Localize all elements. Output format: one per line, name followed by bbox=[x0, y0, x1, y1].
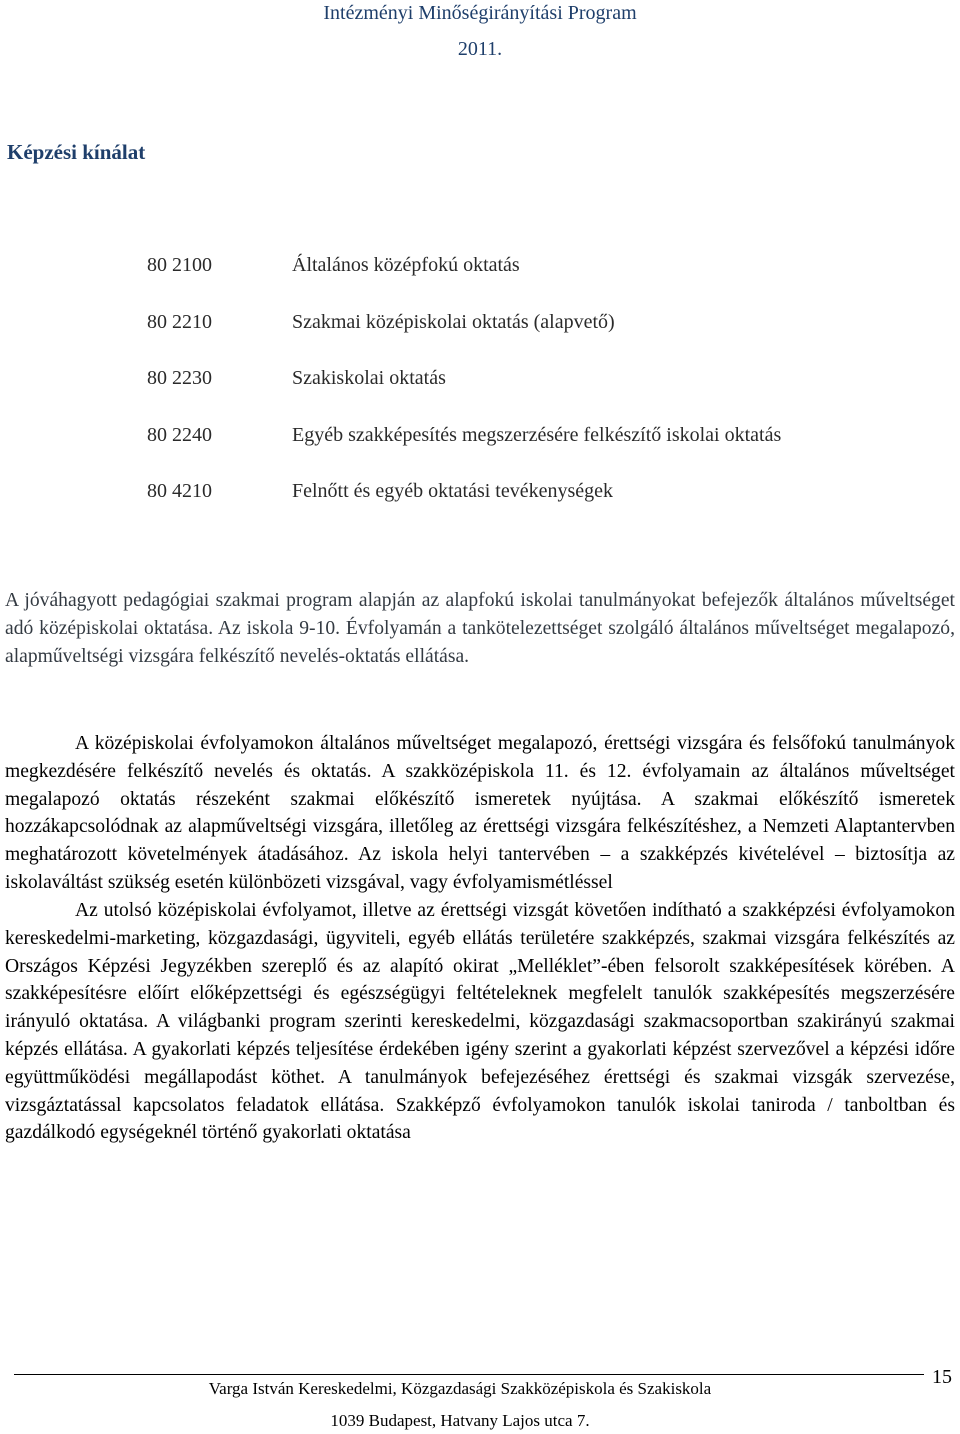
paragraph-vocational-training: Az utolsó középiskolai évfolyamot, illetve az érettségi vizsgát követően indítható a szakképzési évfolyamokon kereskedelmi-marketing, közgazdasági, ügyviteli, egyéb ellátás területére szakképzés, szakmai vizsgára felkészítés az Országos Képzési Jegyzékben szereplő és az alapító okirat „Melléklet”-ében felsorolt szakképesítések körében. A szakképesítésre előírt előképzettségi és egészségügyi feltételeknek megfelelt tanulók szakképesítés megszerzésére irányuló oktatása. A világbanki program szerinti kereskedelmi, közgazdasági szakmacsoportban szakirányú szakmai képzés ellátása. A gyakorlati képzés teljesítése érdekében igény szerint a gyakorlati képzést szervezővel a képzési időre együttműködési megállapodást köthet. A tanulmányok befejezéséhez érettségi és szakmai vizsgák szervezése, vizsgáztatással kapcsolatos feladatok ellátása. Szakképző évfolyamokon tanulók iskolai taniroda / tanboltban és gazdálkodó egységeknél történő gyakorlati oktatása bbox=[5, 900, 955, 1144]
offering-code: 80 2240 bbox=[147, 423, 212, 446]
offering-label: Általános középfokú oktatás bbox=[292, 254, 520, 276]
offering-list bbox=[147, 254, 927, 537]
section-title: Képzési kínálat bbox=[7, 140, 146, 164]
paragraph-program-basis: A jóváhagyott pedagógiai szakmai program alapján az alapfokú iskolai tanulmányokat befejezők általános műveltséget adó középiskolai oktatása. Az iskola 9-10. Évfolyamán a tankötelezettséget szolgáló általános műveltséget megalapozó, alapműveltségi vizsgára felkészítő nevelés-oktatás ellátása. bbox=[5, 590, 955, 667]
list-item bbox=[147, 311, 927, 368]
footer-school-name: Varga István Kereskedelmi, Közgazdasági Szakközépiskola és Szakiskola bbox=[208, 1379, 712, 1398]
offering-code: 80 2100 bbox=[147, 254, 212, 276]
offering-label: Egyéb szakképesítés megszerzésére felkészítő iskolai oktatás bbox=[292, 423, 782, 446]
offering-code: 80 4210 bbox=[147, 480, 212, 502]
offering-code: 80 2230 bbox=[147, 367, 212, 389]
list-item bbox=[147, 424, 927, 481]
list-item bbox=[147, 480, 927, 537]
list-item bbox=[147, 367, 927, 424]
footer-address: 1039 Budapest, Hatvany Lajos utca 7. bbox=[330, 1411, 590, 1430]
offering-label: Szakiskolai oktatás bbox=[292, 367, 446, 389]
offering-label: Felnőtt és egyéb oktatási tevékenységek bbox=[292, 480, 614, 502]
header-title: Intézményi Minőségirányítási Program bbox=[323, 2, 637, 24]
list-item bbox=[147, 254, 927, 311]
header-year: 2011. bbox=[457, 38, 503, 60]
offering-label: Szakmai középiskolai oktatás (alapvető) bbox=[292, 310, 615, 333]
footer-divider bbox=[14, 1374, 924, 1375]
offering-code: 80 2210 bbox=[147, 310, 212, 333]
paragraph-secondary-grades: A középiskolai évfolyamokon általános műveltséget megalapozó, érettségi vizsgára és felsőfokú tanulmányok megkezdésére felkészítő nevelés és oktatás. A szakközépiskola 11. és 12. évfolyamain az általános műveltséget megalapozó oktatás részeként szakmai előkészítő ismeretek nyújtása. A szakmai előkészítő ismeretek hozzákapcsolódnak az alapműveltségi vizsgára, illetőleg az érettségi vizsgára felkészítéshez, a Nemzeti Alaptantervben meghatározott követelmények átadásához. Az iskola helyi tantervében – a szakképzés kivételével – biztosítja az iskolaváltást szükség esetén különbözeti vizsgával, vagy évfolyamismétléssel bbox=[5, 733, 955, 893]
page-number: 15 bbox=[932, 1366, 952, 1388]
